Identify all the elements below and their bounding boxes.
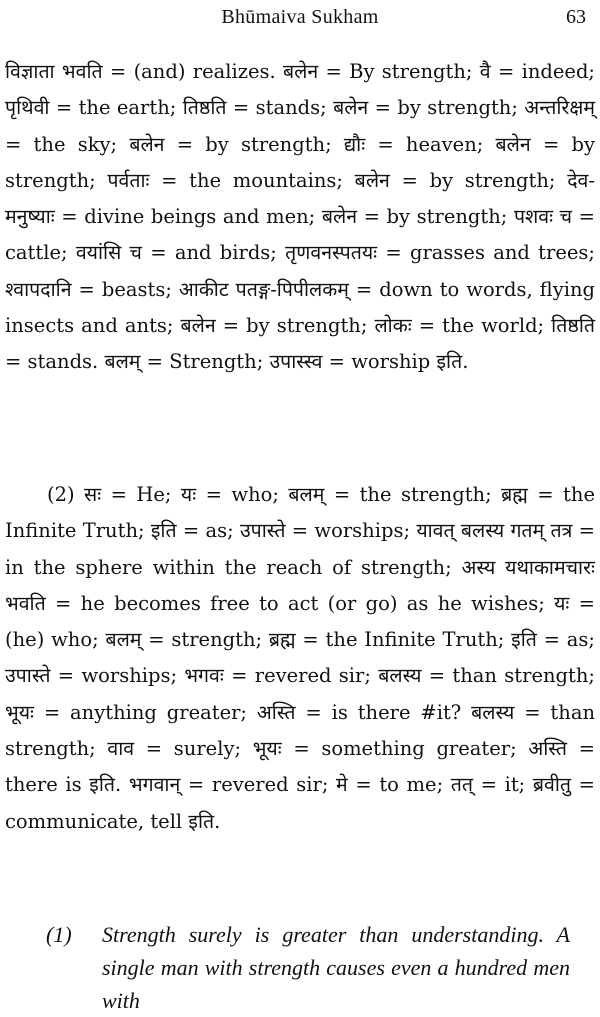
paragraph-1: विज्ञाता भवति = (and) realizes. बलेन = By strength; वै = indeed; पृथिवी = the earth; तिष्ठति = stands; बलेन = by strength; अन्तरिक्षम् = the sky; बलेन = by strength; द्यौः = heaven; बलेन = by strength; पर्वताः = the mountains; बलेन = by strength; देव-मनुष्याः = divine beings and men; बलेन = by strength; पशवः च = cattle; वयांसि च = and birds; तृणवनस्पतयः = grasses and trees; श्वापदानि = beasts; आकीट पतङ्ग-पिपीलकम् = down to words, flying insects and ants; बलेन = by strength; लोकः = the world; तिष्ठति = stands. बलम् = Strength; उपास्स्व = worship इति. — [5, 60, 595, 374]
footnote-text: Strength surely is greater than understanding. A single man with strength causes even a hundred men with — [102, 922, 570, 1013]
running-title: Bhūmaiva Sukham — [221, 6, 379, 28]
page-number: 63 — [566, 6, 586, 28]
footnote-number: (1) — [46, 922, 72, 947]
paragraph-2: (2) सः = He; यः = who; बलम् = the strength; ब्रह्म = the Infinite Truth; इति = as; उपास्ते = worships; यावत् बलस्य गतम् तत्र = in the sphere within the reach of strength; अस्य यथाकामचारः भवति = he becomes free to act (or go) as he wishes; यः = (he) who; बलम् = strength; ब्रह्म = the Infinite Truth; इति = as; उपास्ते = worships; भगवः = revered sir; बलस्य = than strength; भूयः = anything greater; अस्ति = is there #it? बलस्य = than strength; वाव = surely; भूयः = something greater; अस्ति = there is इति. भगवान् = revered sir; मे = to me; तत् = it; ब्रवीतु = communicate, tell इति. — [5, 483, 595, 833]
footnote — [46, 918, 570, 1017]
